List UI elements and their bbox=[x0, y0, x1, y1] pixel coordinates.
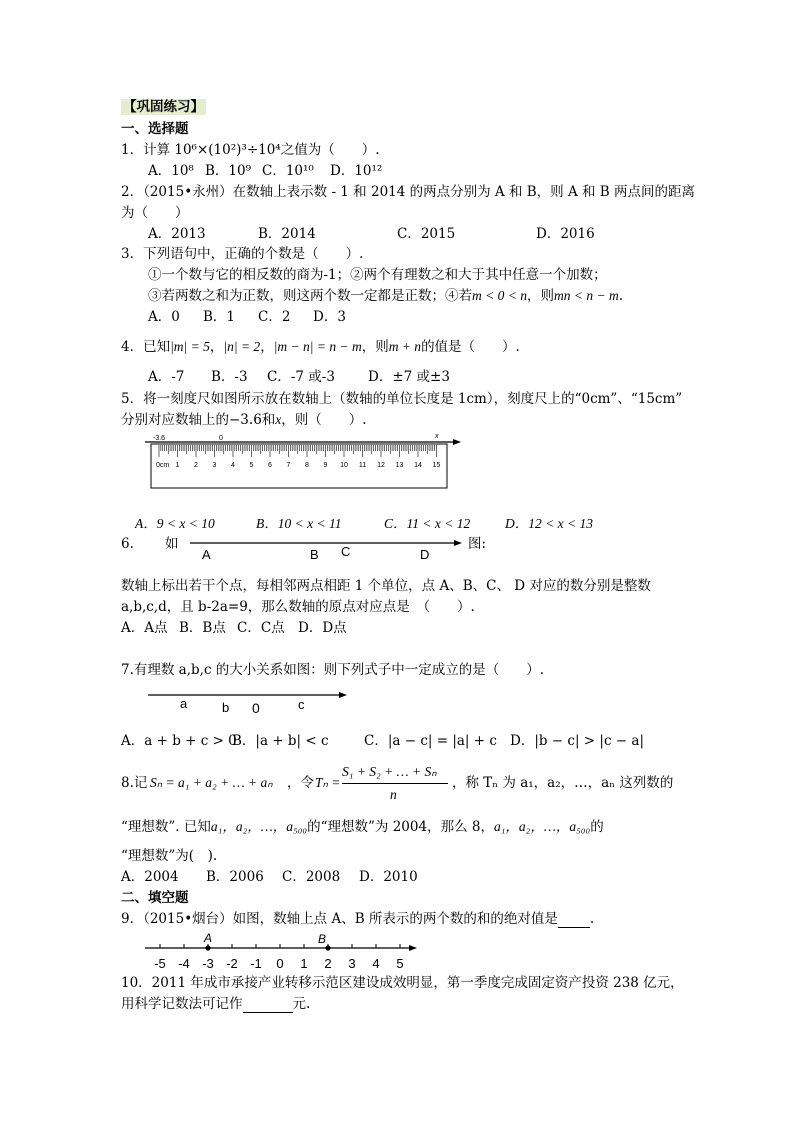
ruler-label: 14 bbox=[414, 462, 422, 469]
q3-option-c: C．2 bbox=[258, 309, 291, 325]
q6-point-b: B bbox=[310, 547, 319, 562]
q9-tick-label: -4 bbox=[178, 956, 190, 971]
q5-option-d: D．12 < x < 13 bbox=[505, 516, 593, 531]
q10-line1: 10．2011 年成市承接产业转移示范区建设成效明显，第一季度完成固定资产投资 238 亿元， bbox=[121, 975, 684, 991]
ruler-label: 3 bbox=[212, 462, 217, 469]
q4-option-b: B．-3 bbox=[211, 369, 248, 385]
q7-point-c: c bbox=[298, 697, 305, 712]
q7-option-b: B．|a + b| < c bbox=[232, 733, 329, 749]
q8-line2: “理想数”. 已知a₁，a₂，…，a₅₀₀的“理想数”为 2004，那么 8，a₁，a₂，…，a₅₀₀的 bbox=[121, 819, 604, 835]
q4-option-d: D．±7 或±3 bbox=[368, 369, 450, 385]
q5-option-c: C．11 < x < 12 bbox=[384, 516, 471, 531]
ruler-label: 4 bbox=[231, 462, 235, 469]
q2-option-d: D．2016 bbox=[536, 226, 595, 242]
q3-stem: 3．下列语句中，正确的个数是（ ）. bbox=[121, 246, 364, 262]
ruler-ticks bbox=[159, 445, 437, 457]
q8-pre: 8.记 bbox=[121, 775, 148, 791]
ruler-label: 6 bbox=[268, 462, 272, 469]
q5-option-a: A．9 < x < 10 bbox=[135, 516, 215, 531]
q6-option-a: A．A点 bbox=[121, 620, 168, 636]
q2-line2: 为（ ） bbox=[121, 205, 189, 221]
q9-tick-label: 5 bbox=[396, 956, 404, 971]
ruler-label: 10 bbox=[340, 462, 348, 469]
q9-point-a-label: A bbox=[204, 931, 213, 945]
q1-option-c: C．10¹⁰ bbox=[262, 163, 314, 179]
q8-ling: ，令 bbox=[287, 775, 314, 791]
q7-number-line bbox=[148, 688, 353, 716]
q9-tick-label: 4 bbox=[372, 956, 380, 971]
q9-stem: 9．（2015•烟台）如图，数轴上点 A、B 所表示的两个数的和的绝对值是 . bbox=[121, 911, 595, 927]
q9-point-b-dot bbox=[325, 945, 330, 950]
q9-tick-label: -5 bbox=[154, 956, 166, 971]
q7-option-a: A．a + b + c > 0 bbox=[121, 733, 237, 749]
ruler-label: 5 bbox=[249, 462, 254, 469]
q8-option-d: D．2010 bbox=[359, 869, 418, 885]
q1-stem: 1．计算 10⁶×(10²)³÷10⁴之值为（ ）. bbox=[121, 142, 380, 158]
q6-point-d: D bbox=[420, 547, 430, 562]
q2-option-c: C．2015 bbox=[397, 226, 456, 242]
ruler-label: 11 bbox=[358, 462, 367, 469]
q8-tn-label: Tₙ = bbox=[315, 775, 341, 790]
section-title-choice: 一、选择题 bbox=[121, 121, 189, 137]
q6-option-c: C．C点 bbox=[237, 620, 285, 636]
q3-statement-2: ③若两数之和为正数，则这两个数一定都是正数；④若m < 0 < n，则mn < n − m. bbox=[148, 288, 623, 304]
q7-option-d: D．|b − c| > |c − a| bbox=[510, 733, 645, 749]
q9-number-line bbox=[145, 930, 425, 974]
q1-option-a: A．10⁸ bbox=[148, 163, 194, 179]
q6-option-b: B．B点 bbox=[179, 620, 226, 636]
q3-option-a: A．0 bbox=[148, 309, 180, 325]
ruler-label: 8 bbox=[305, 462, 309, 469]
q9-point-a-dot bbox=[205, 945, 210, 950]
q2-line1: 2．（2015•永州）在数轴上表示数 - 1 和 2014 的两点分别为 A 和 B，则 A 和 B 两点间的距离 bbox=[121, 184, 695, 200]
q9-tick-label: 1 bbox=[300, 956, 308, 971]
q9-answer-blank bbox=[558, 913, 590, 928]
ruler-label: 0cm bbox=[156, 462, 170, 469]
q6-number-line bbox=[190, 536, 465, 560]
q7-point-0: 0 bbox=[252, 700, 260, 716]
axis-label-0: 0 bbox=[219, 435, 223, 442]
q1-option-b: B．10⁹ bbox=[205, 163, 252, 179]
q6-line1: 数轴上标出若干个点，每相邻两点相距 1 个单位，点 A、B、C、 D 对应的数分别是整数 bbox=[121, 578, 651, 594]
q7-option-c: C．|a − c| = |a| + c bbox=[364, 733, 497, 749]
q9-tick-labels bbox=[154, 956, 403, 971]
q4-stem: 4．已知|m| = 5，|n| = 2，|m − n| = n − m，则m + n的值是（ ）. bbox=[121, 339, 520, 355]
q9-point-b-label: B bbox=[318, 932, 327, 946]
ruler-labels bbox=[156, 462, 440, 469]
q6-number: 6. bbox=[121, 536, 134, 552]
q6-point-c: C bbox=[341, 544, 351, 559]
q3-option-b: B．1 bbox=[203, 309, 236, 325]
q9-tick-label: -3 bbox=[202, 956, 214, 971]
q8-option-a: A．2004 bbox=[121, 869, 179, 885]
section-title-fill: 二、填空题 bbox=[121, 890, 189, 906]
axis-label-x: x bbox=[435, 433, 439, 440]
q6-option-d: D．D点 bbox=[298, 620, 347, 636]
q10-answer-blank bbox=[243, 998, 293, 1013]
q5-line2: 分别对应数轴上的−3.6和x，则（ ）. bbox=[121, 412, 367, 428]
ruler-label: 2 bbox=[194, 462, 198, 469]
ruler-label: 9 bbox=[323, 462, 328, 469]
ruler-label: 1 bbox=[175, 462, 180, 469]
q7-point-b: b bbox=[222, 700, 230, 715]
q2-option-b: B．2014 bbox=[258, 226, 316, 242]
section-header: 【巩固练习】 bbox=[123, 99, 204, 115]
q8-post: ，称 Tₙ 为 a₁，a₂，…，aₙ 这列数的 bbox=[452, 775, 674, 791]
q6-line2: a,b,c,d，且 b-2a=9，那么数轴的原点对应点是 （ ）. bbox=[121, 599, 475, 615]
q6-ru: 如 bbox=[165, 536, 179, 552]
q9-tick-label: 0 bbox=[276, 956, 284, 971]
q3-option-d: D．3 bbox=[313, 309, 346, 325]
q3-statement-1: ①一个数与它的相反数的商为-1；②两个有理数之和大于其中任意一个加数； bbox=[148, 267, 607, 283]
q6-tu: 图: bbox=[468, 536, 487, 552]
ruler-label: 13 bbox=[395, 462, 404, 469]
q4-option-c: C．-7 或-3 bbox=[267, 369, 335, 385]
q9-tick-label: 2 bbox=[324, 956, 332, 971]
ruler-label: 12 bbox=[377, 462, 385, 469]
ruler-figure bbox=[145, 430, 465, 492]
q8-fraction-denominator: n bbox=[390, 787, 397, 802]
q10-line2: 用科学记数法可记作 元. bbox=[121, 996, 311, 1012]
q4-option-a: A．-7 bbox=[148, 369, 185, 385]
q1-option-d: D．10¹² bbox=[330, 163, 383, 179]
q5-option-b: B．10 < x < 11 bbox=[256, 516, 342, 531]
ruler-label: 7 bbox=[286, 462, 291, 469]
q7-stem: 7.有理数 a,b,c 的大小关系如图：则下列式子中一定成立的是（ ）. bbox=[121, 662, 545, 678]
q9-tick-label: 3 bbox=[348, 956, 356, 971]
q8-fraction-numerator: S₁ + S₂ + … + Sₙ bbox=[342, 764, 437, 779]
q7-point-a: a bbox=[180, 696, 188, 711]
q8-option-c: C．2008 bbox=[282, 869, 341, 885]
q8-sn-formula: Sₙ = a₁ + a₂ + … + aₙ bbox=[150, 775, 273, 790]
ruler-label: 15 bbox=[432, 462, 441, 469]
q9-tick-label: -2 bbox=[226, 956, 238, 971]
q8-option-b: B．2006 bbox=[206, 869, 264, 885]
q6-point-a: A bbox=[202, 547, 211, 562]
axis-label-minus-3-6: -3.6 bbox=[153, 435, 166, 442]
q5-line1: 5．将一刻度尺如图所示放在数轴上（数轴的单位长度是 1cm），刻度尺上的“0cm”、“15cm” bbox=[121, 391, 683, 407]
q8-fraction-bar bbox=[342, 783, 448, 784]
q9-tick-label: -1 bbox=[250, 956, 262, 971]
q2-option-a: A．2013 bbox=[148, 226, 206, 242]
q8-line3: “理想数”为( ). bbox=[121, 848, 218, 864]
